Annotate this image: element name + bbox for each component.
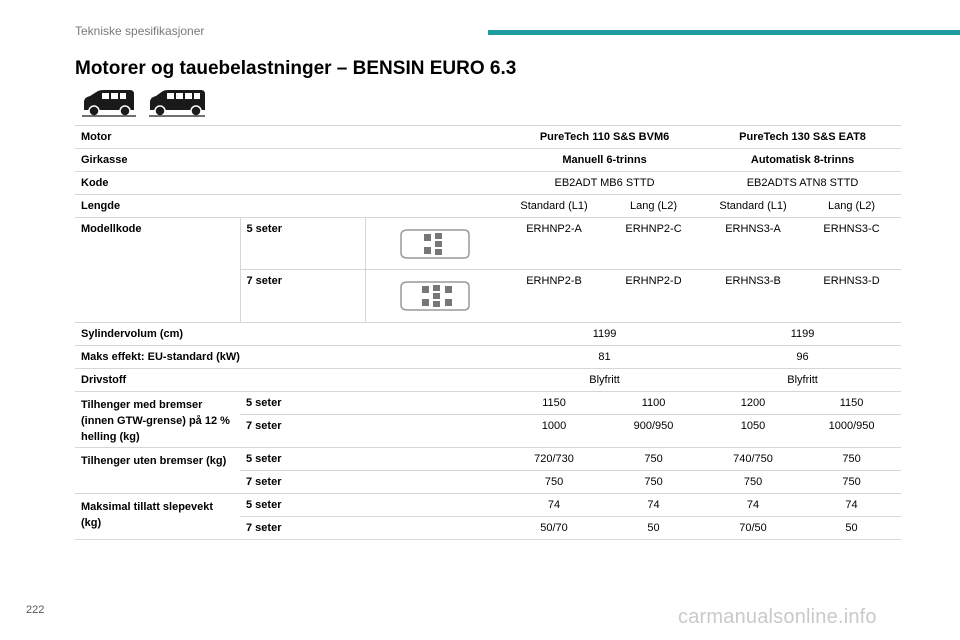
cell: Lang (L2)	[603, 195, 704, 218]
row-label: Motor	[75, 126, 505, 149]
accent-bar	[488, 30, 960, 35]
seat-label: 7 seter	[240, 270, 365, 323]
cell: Blyfritt	[505, 369, 704, 392]
row-label: Modellkode	[75, 218, 240, 323]
table-row	[75, 323, 901, 346]
cell: EB2ADTS ATN8 STTD	[704, 172, 901, 195]
cell: 74	[704, 494, 802, 517]
table-row	[75, 448, 901, 471]
cell: Standard (L1)	[505, 195, 603, 218]
cell: 74	[802, 494, 901, 517]
cell: 750	[505, 471, 603, 494]
cell: 1150	[505, 392, 603, 415]
cell: 750	[603, 471, 704, 494]
cell: 74	[603, 494, 704, 517]
cell: PureTech 130 S&S EAT8	[704, 126, 901, 149]
cell: 1050	[704, 415, 802, 448]
seat-label: 7 seter	[240, 517, 505, 540]
cell: ERHNP2-C	[603, 218, 704, 270]
cell: 1150	[802, 392, 901, 415]
cell: 750	[603, 448, 704, 471]
cell: Automatisk 8-trinns	[704, 149, 901, 172]
cell: Blyfritt	[704, 369, 901, 392]
table-row	[75, 218, 901, 270]
cell: 50	[802, 517, 901, 540]
table-row	[75, 126, 901, 149]
cell: 1000/950	[802, 415, 901, 448]
cell: ERHNS3-B	[704, 270, 802, 323]
table-row	[75, 392, 901, 415]
table-row	[75, 149, 901, 172]
seat-label: 7 seter	[240, 415, 505, 448]
van-short-icon	[80, 88, 138, 118]
cell: 50	[603, 517, 704, 540]
seat-layout-cell	[365, 270, 505, 323]
row-label: Sylindervolum (cm)	[75, 323, 505, 346]
cell: ERHNP2-A	[505, 218, 603, 270]
table-row	[75, 346, 901, 369]
spec-table	[75, 125, 901, 540]
cell: PureTech 110 S&S BVM6	[505, 126, 704, 149]
cell: 1100	[603, 392, 704, 415]
cell: 81	[505, 346, 704, 369]
cell: 1199	[505, 323, 704, 346]
cell: 74	[505, 494, 603, 517]
watermark: carmanualsonline.info	[678, 606, 877, 628]
cell: 740/750	[704, 448, 802, 471]
page-number: 222	[26, 604, 45, 616]
cell: Lang (L2)	[802, 195, 901, 218]
cell: ERHNS3-C	[802, 218, 901, 270]
cell: EB2ADT MB6 STTD	[505, 172, 704, 195]
seat-layout-5-icon	[398, 227, 472, 261]
row-label: Maks effekt: EU-standard (kW)	[75, 346, 505, 369]
row-label: Maksimal tillatt slepevekt (kg)	[75, 494, 240, 540]
cell: ERHNP2-B	[505, 270, 603, 323]
cell: 1199	[704, 323, 901, 346]
cell: 720/730	[505, 448, 603, 471]
cell: Manuell 6-trinns	[505, 149, 704, 172]
seat-label: 5 seter	[240, 392, 505, 415]
seat-label: 5 seter	[240, 218, 365, 270]
cell: 1000	[505, 415, 603, 448]
page-title: Motorer og tauebelastninger – BENSIN EURO 6.3	[75, 58, 517, 79]
cell: 900/950	[603, 415, 704, 448]
van-long-icon	[148, 88, 206, 118]
vehicle-icons	[80, 88, 206, 118]
table-row	[75, 369, 901, 392]
row-label: Kode	[75, 172, 505, 195]
table-row	[75, 195, 901, 218]
cell: ERHNS3-D	[802, 270, 901, 323]
table-row	[75, 494, 901, 517]
section-header: Tekniske spesifikasjoner	[75, 24, 205, 38]
cell: 70/50	[704, 517, 802, 540]
table-row	[75, 172, 901, 195]
row-label: Tilhenger med bremser (innen GTW-grense) på 12 % helling (kg)	[75, 392, 240, 448]
cell: 96	[704, 346, 901, 369]
seat-label: 7 seter	[240, 471, 505, 494]
seat-layout-cell	[365, 218, 505, 270]
seat-label: 5 seter	[240, 448, 505, 471]
row-label: Girkasse	[75, 149, 505, 172]
cell: ERHNP2-D	[603, 270, 704, 323]
cell: 750	[704, 471, 802, 494]
row-label: Lengde	[75, 195, 505, 218]
cell: ERHNS3-A	[704, 218, 802, 270]
seat-label: 5 seter	[240, 494, 505, 517]
cell: 750	[802, 471, 901, 494]
cell: Standard (L1)	[704, 195, 802, 218]
row-label: Drivstoff	[75, 369, 505, 392]
cell: 750	[802, 448, 901, 471]
cell: 1200	[704, 392, 802, 415]
seat-layout-7-icon	[398, 279, 472, 313]
row-label: Tilhenger uten bremser (kg)	[75, 448, 240, 494]
cell: 50/70	[505, 517, 603, 540]
